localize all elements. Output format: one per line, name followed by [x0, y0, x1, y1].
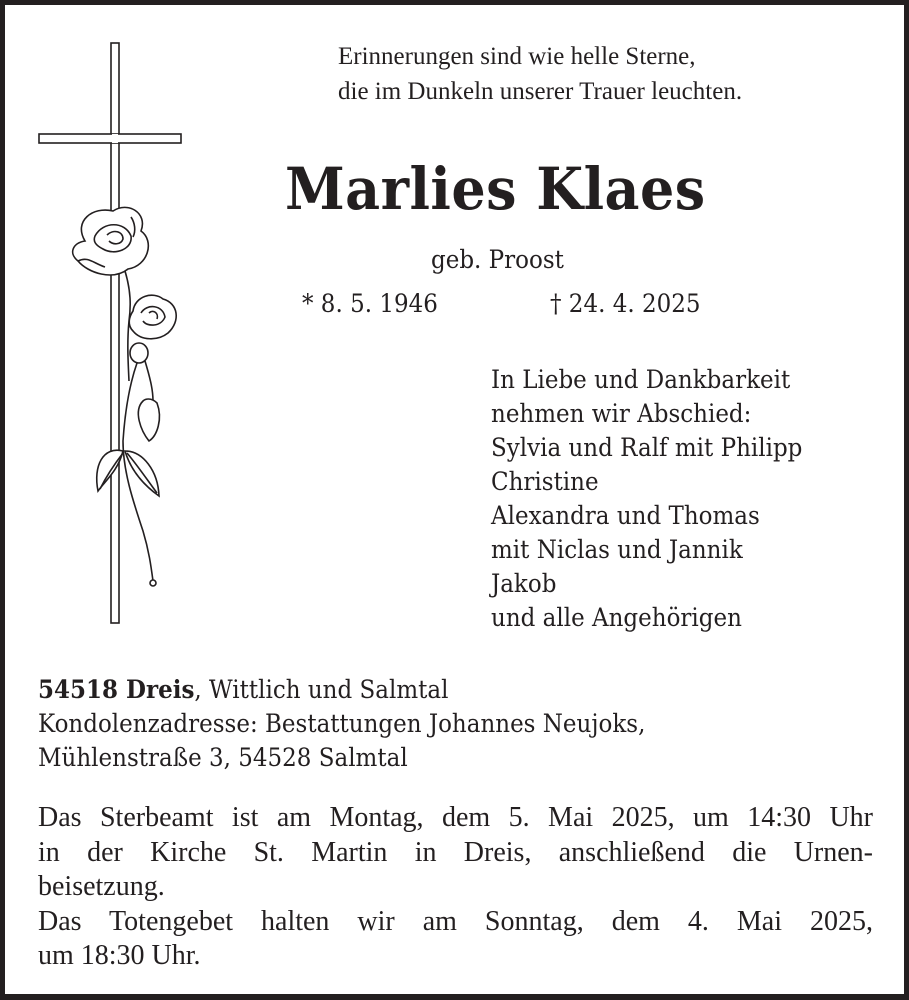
mourners-line: Sylvia und Ralf mit Philipp	[491, 433, 803, 462]
mourners-line: und alle Angehörigen	[491, 603, 742, 632]
service-line: Das Totengebet halten wir am Sonntag, dem 4. Mai 2025,	[38, 905, 873, 937]
service-details	[38, 801, 873, 974]
memorial-quote	[338, 39, 742, 109]
mourners-line: Christine	[491, 467, 599, 496]
address-line: Mühlenstraße 3, 54528 Salmtal	[38, 743, 408, 772]
deceased-name: Marlies Klaes	[285, 155, 706, 223]
mourners-line: In Liebe und Dankbarkeit	[491, 365, 791, 394]
service-line: beisetzung.	[38, 871, 165, 902]
service-line: um 18:30 Uhr.	[38, 940, 201, 971]
mourners-line: Jakob	[491, 569, 557, 598]
place-line	[38, 673, 645, 707]
service-line: in der Kirche St. Martin in Dreis, anschließend die Urnen-	[38, 836, 873, 868]
mourners-list	[491, 363, 802, 635]
mourners-line: mit Niclas und Jannik	[491, 535, 743, 564]
birth-date: * 8. 5. 1946	[302, 289, 438, 318]
mourners-line: Alexandra und Thomas	[491, 501, 760, 530]
mourners-line: nehmen wir Abschied:	[491, 399, 752, 428]
death-date: † 24. 4. 2025	[550, 289, 701, 318]
obituary-card	[5, 5, 904, 994]
service-line: Das Sterbeamt ist am Montag, dem 5. Mai 2025, um 14:30 Uhr	[38, 802, 873, 833]
address-line: Kondolenzadresse: Bestattungen Johannes Neujoks,	[38, 709, 646, 738]
quote-line: Erinnerungen sind wie helle Sterne,	[338, 43, 696, 70]
place-rest: , Wittlich und Salmtal	[194, 675, 449, 704]
place-bold: 54518 Dreis	[38, 675, 195, 704]
cross-with-roses-icon	[33, 41, 203, 631]
quote-line: die im Dunkeln unserer Trauer leuchten.	[338, 78, 743, 105]
condolence-address	[38, 673, 645, 775]
maiden-name: geb. Proost	[431, 245, 564, 274]
